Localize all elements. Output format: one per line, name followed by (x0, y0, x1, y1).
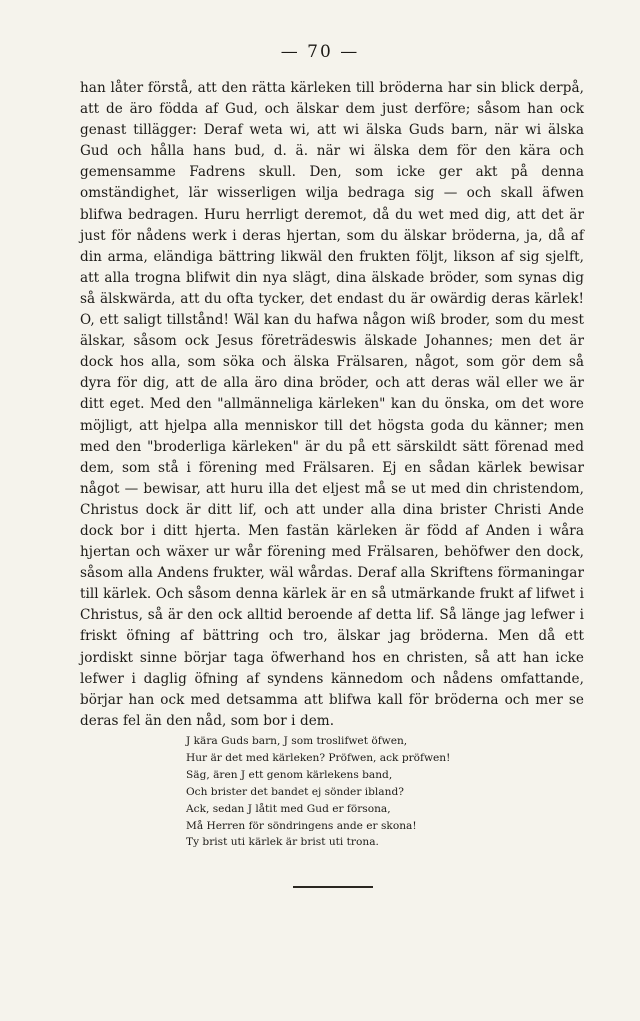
poem-line: Ty brist uti kärlek är brist uti trona. (186, 836, 379, 849)
page-number: — 70 — (280, 42, 360, 62)
poem-line: Ack, sedan J låtit med Gud er försona, (186, 802, 391, 815)
body-paragraph: han låter förstå, att den rätta kärleken till bröderna har sin blick derpå, att de äro födda af Gud, och älskar dem just derföre; såsom han ock genast tillägger: Deraf weta wi, att wi älska Guds barn, när wi älska Gud och hålla hans bud, d. ä. när wi älska dem för den kära och gemensamme Fadrens skull. Den, som icke ger akt på denna omständighet, lär wisserligen wilja bedraga sig — och skall äfwen blifwa bedragen. Huru herrligt deremot, då du wet med dig, att det är just för nådens werk i deras hjertan, som du älskar bröderna, ja, då af din arma, eländiga bättring likwäl den frukten följt, likson af sig sjelft, att alla trogna blifwit din nya slägt, dina älskade bröder, som synas dig så älskwärda, att du ofta tycker, det endast du är owärdig deras kärlek! O, ett saligt tillstånd! Wäl kan du hafwa någon wiß broder, som du mest älskar, såsom ock Jesus företrädeswis älskade Johannes; men det är dock hos alla, som söka och älska Frälsaren, något, som gör dem så dyra för dig, att de alla äro dina bröder, och att deras wäl eller we är ditt eget. Med den "allmänneliga kärleken" kan du önska, om det wore möjligt, att hjelpa alla menniskor till det högsta goda du känner; men med den "broderliga kärleken" är du på ett särskildt sätt förenad med dem, som stå i förening med Frälsaren. Ej en sådan kärlek bewisar något — bewisar, att huru illa det eljest må se ut med din christendom, Christus dock är ditt lif, och att under alla dina brister Christi Ande dock bor i ditt hjerta. Men fastän kärleken är född af Anden i wåra hjertan och wäxer ur wår förening med Frälsaren, behöfwer den dock, såsom alla Andens frukter, wäl wårdas. Deraf alla Skriftens förmaningar till kärlek. Och såsom denna kärlek är en så utmärkande frukt af lifwet i Christus, så är den ock alltid beroende af detta lif. Så länge jag lefwer i friskt öfning af bättring och tro, älskar jag bröderna. Men då ett jordiskt sinne börjar taga öfwerhand hos en christen, så att han icke lefwer i daglig öfning af syndens kännedom och nådens omfattande, börjar han ock med detsamma att blifwa kall för bröderna och mer se deras fel än den nåd, som bor i dem. (80, 80, 584, 729)
poem-line: Och brister det bandet ej sönder ibland? (186, 785, 404, 798)
poem-line: Hur är det med kärleken? Pröfwen, ack pröfwen! (186, 751, 451, 764)
poem-stanza (186, 733, 486, 851)
poem-line: Säg, ären J ett genom kärlekens band, (186, 768, 393, 781)
poem-line: Må Herren för söndringens ande er skona! (186, 819, 417, 832)
section-divider (293, 886, 373, 888)
poem-line: J kära Guds barn, J som troslifwet öfwen, (186, 735, 408, 747)
